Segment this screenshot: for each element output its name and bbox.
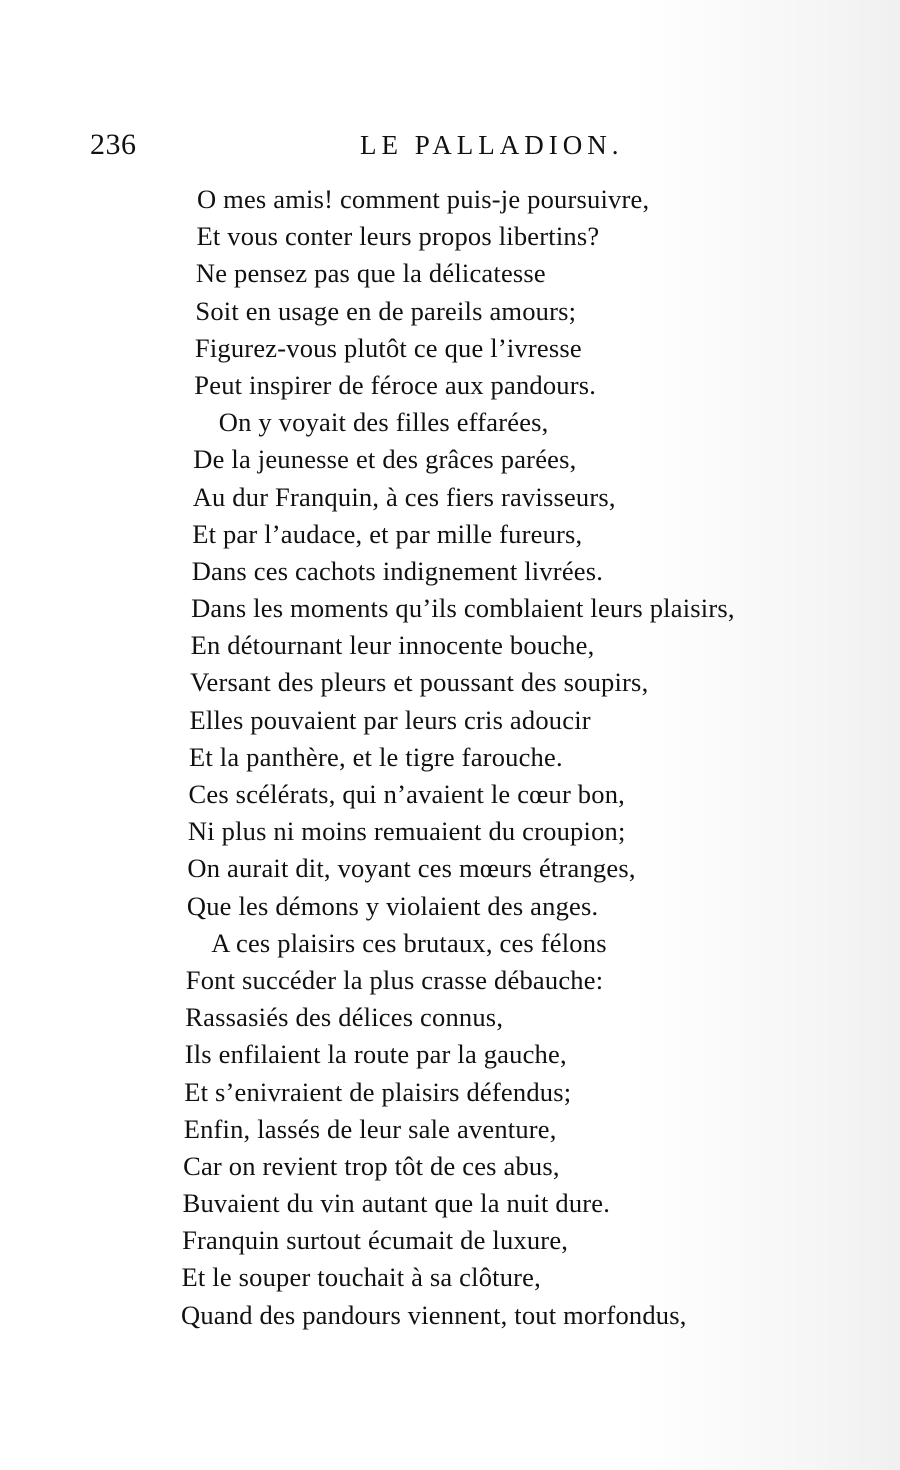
verse-line: Figurez-vous plutôt ce que l’ivresse — [194, 332, 582, 363]
verse-line: Peut inspirer de féroce aux pandours. — [194, 369, 597, 400]
verse-line: Dans les moments qu’ils comblaient leurs plaisirs, — [191, 593, 735, 624]
verse-line: En détournant leur innocente bouche, — [190, 630, 595, 661]
verse-line: On aurait dit, voyant ces mœurs étranges, — [187, 853, 636, 884]
verse-line: Ces scélérats, qui n’avaient le cœur bon, — [188, 779, 625, 809]
poem-body — [0, 181, 900, 1334]
verse-line: Rassasiés des délices connus, — [185, 1002, 504, 1033]
verse-line: Ils enfilaient la route par la gauche, — [184, 1039, 567, 1070]
verse-line: De la jeunesse et des grâces parées, — [193, 444, 577, 475]
verse-line: Font succéder la plus crasse débauche: — [185, 964, 604, 995]
verse-line: Buvaient du vin autant que la nuit dure. — [182, 1188, 611, 1219]
page-number: 236 — [90, 128, 137, 161]
verse-line: Elles pouvaient par leurs cris adoucir — [189, 704, 591, 735]
verse-line: Enfin, lassés de leur sale aventure, — [183, 1113, 557, 1144]
verse-line: O mes amis! comment puis-je poursuivre, — [197, 184, 650, 214]
running-title: LE PALLADION. — [360, 130, 624, 160]
verse-line: Soit en usage en de pareils amours; — [195, 295, 577, 326]
verse-line: Ne pensez pas que la délicatesse — [195, 258, 546, 289]
verse-line: Que les démons y violaient des anges. — [186, 890, 599, 921]
verse-line: Versant des pleurs et poussant des soupirs, — [190, 667, 649, 698]
verse-line: Et vous conter leurs propos libertins? — [196, 221, 600, 252]
verse-line: Franquin surtout écumait de luxure, — [182, 1225, 569, 1256]
verse-line: Dans ces cachots indignement livrées. — [191, 555, 604, 586]
verse-line: On y voyait des filles effarées, — [218, 407, 549, 438]
verse-line: A ces plaisirs ces brutaux, ces félons — [211, 927, 607, 958]
verse-line: Et la panthère, et le tigre farouche. — [189, 741, 563, 772]
verse-line: Et s’enivraient de plaisirs défendus; — [184, 1076, 572, 1107]
page-header — [0, 128, 900, 168]
verse-line: Ni plus ni moins remuaient du croupion; — [187, 816, 626, 847]
verse-line: Car on revient trop tôt de ces abus, — [183, 1150, 560, 1181]
verse-line: Au dur Franquin, à ces fiers ravisseurs, — [192, 481, 616, 512]
verse-line: Quand des pandours viennent, tout morfondus, — [181, 1299, 687, 1330]
verse-line: Et par l’audace, et par mille fureurs, — [192, 518, 583, 549]
verse-line: Et le souper touchait à sa clôture, — [181, 1262, 541, 1293]
